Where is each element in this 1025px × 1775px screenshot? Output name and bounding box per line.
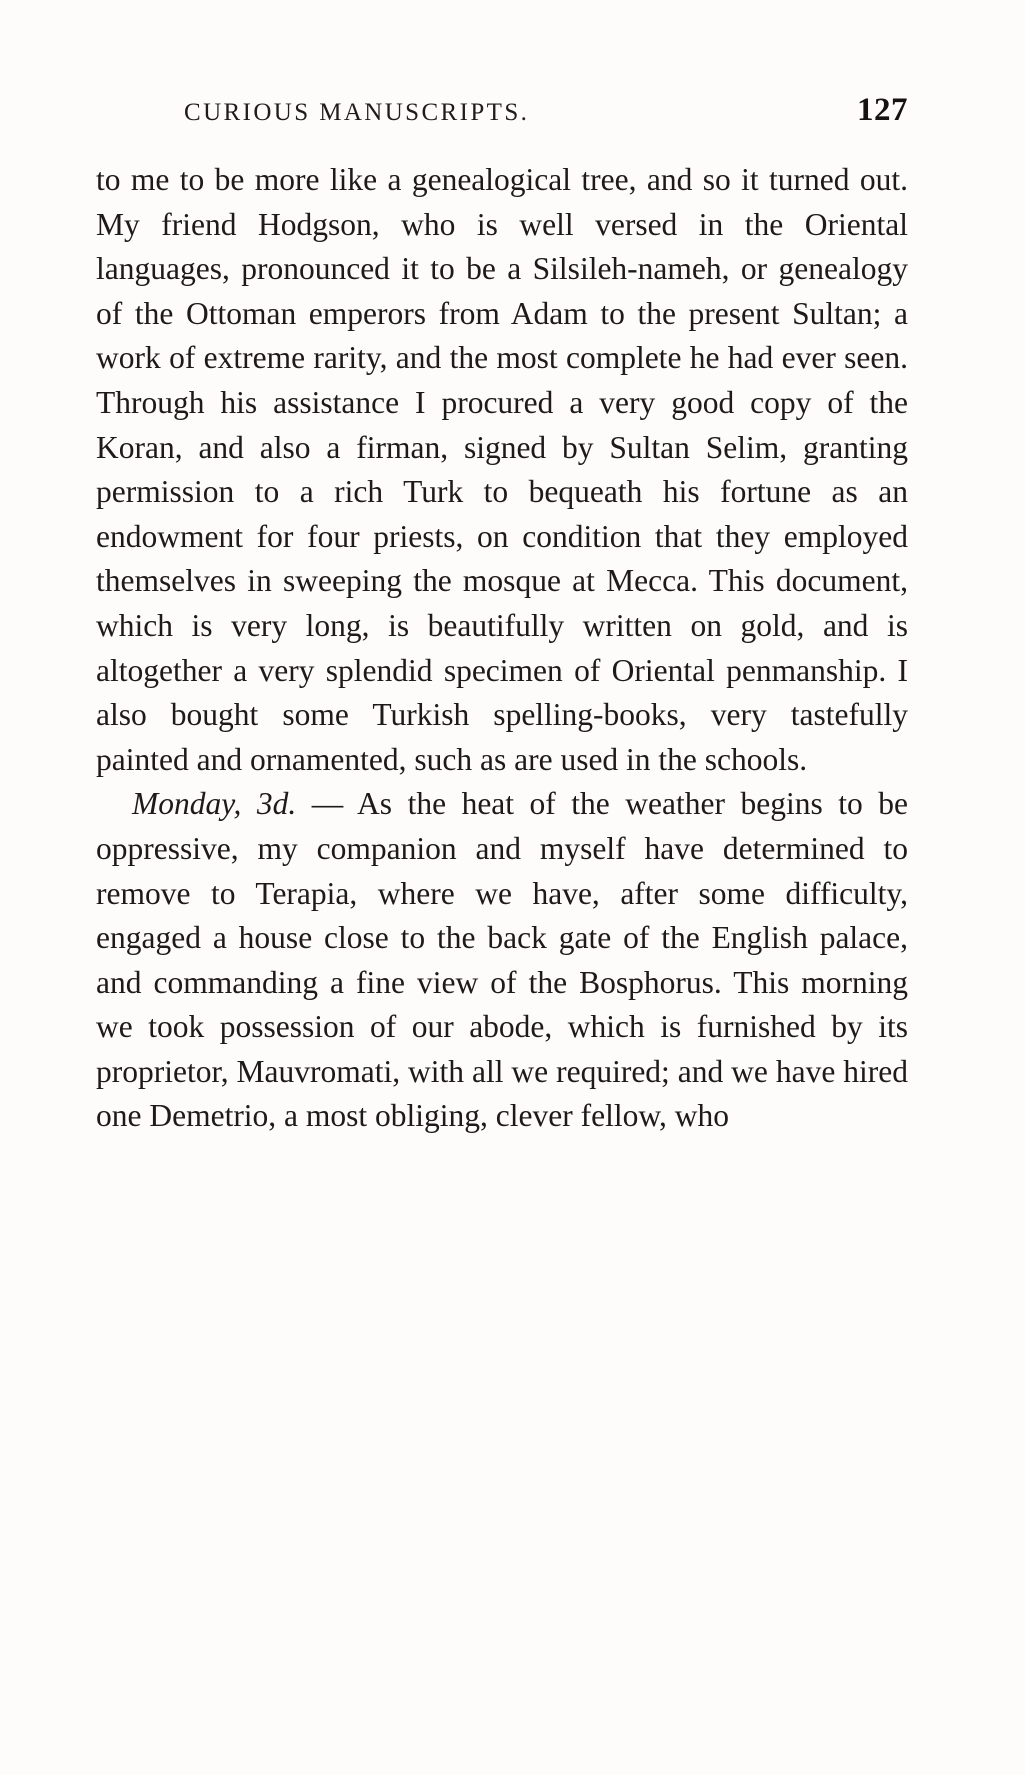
- page-header: [96, 92, 908, 138]
- dateline: Monday, 3d.: [132, 786, 297, 822]
- page-number: 127: [857, 92, 908, 128]
- paragraph-continued: to me to be more like a genealogical tree, and so it turned out. My friend Hodgson, who is well versed in the Oriental languages, pronounced it to be a Silsileh-nameh, or genealogy of the Ottoman emperors from Adam to the present Sultan; a work of extreme rarity, and the most complete he had ever seen. Through his assistance I procured a very good copy of the Koran, and also a firman, signed by Sultan Selim, granting permission to a rich Turk to bequeath his fortune as an endowment for four priests, on condition that they employed themselves in sweeping the mosque at Mecca. This document, which is very long, is beautifully written on gold, and is altogether a very splendid specimen of Oriental penmanship. I also bought some Turkish spelling-books, very tastefully painted and ornamented, such as are used in the schools.: [96, 162, 908, 777]
- paragraph-monday: [96, 782, 908, 1139]
- dateline-dash: —: [296, 786, 358, 822]
- body-text: [96, 158, 908, 1139]
- running-head: CURIOUS MANUSCRIPTS.: [184, 99, 530, 126]
- paragraph-monday-text: As the heat of the weather begins to be oppressive, my companion and myself have determined to remove to Terapia, where we have, after some difficulty, engaged a house close to the back gate of the English palace, and commanding a fine view of the Bosphorus. This morning we took possession of our abode, which is furnished by its proprietor, Mauvromati, with all we required; and we have hired one Demetrio, a most obliging, clever fellow, who: [96, 786, 908, 1134]
